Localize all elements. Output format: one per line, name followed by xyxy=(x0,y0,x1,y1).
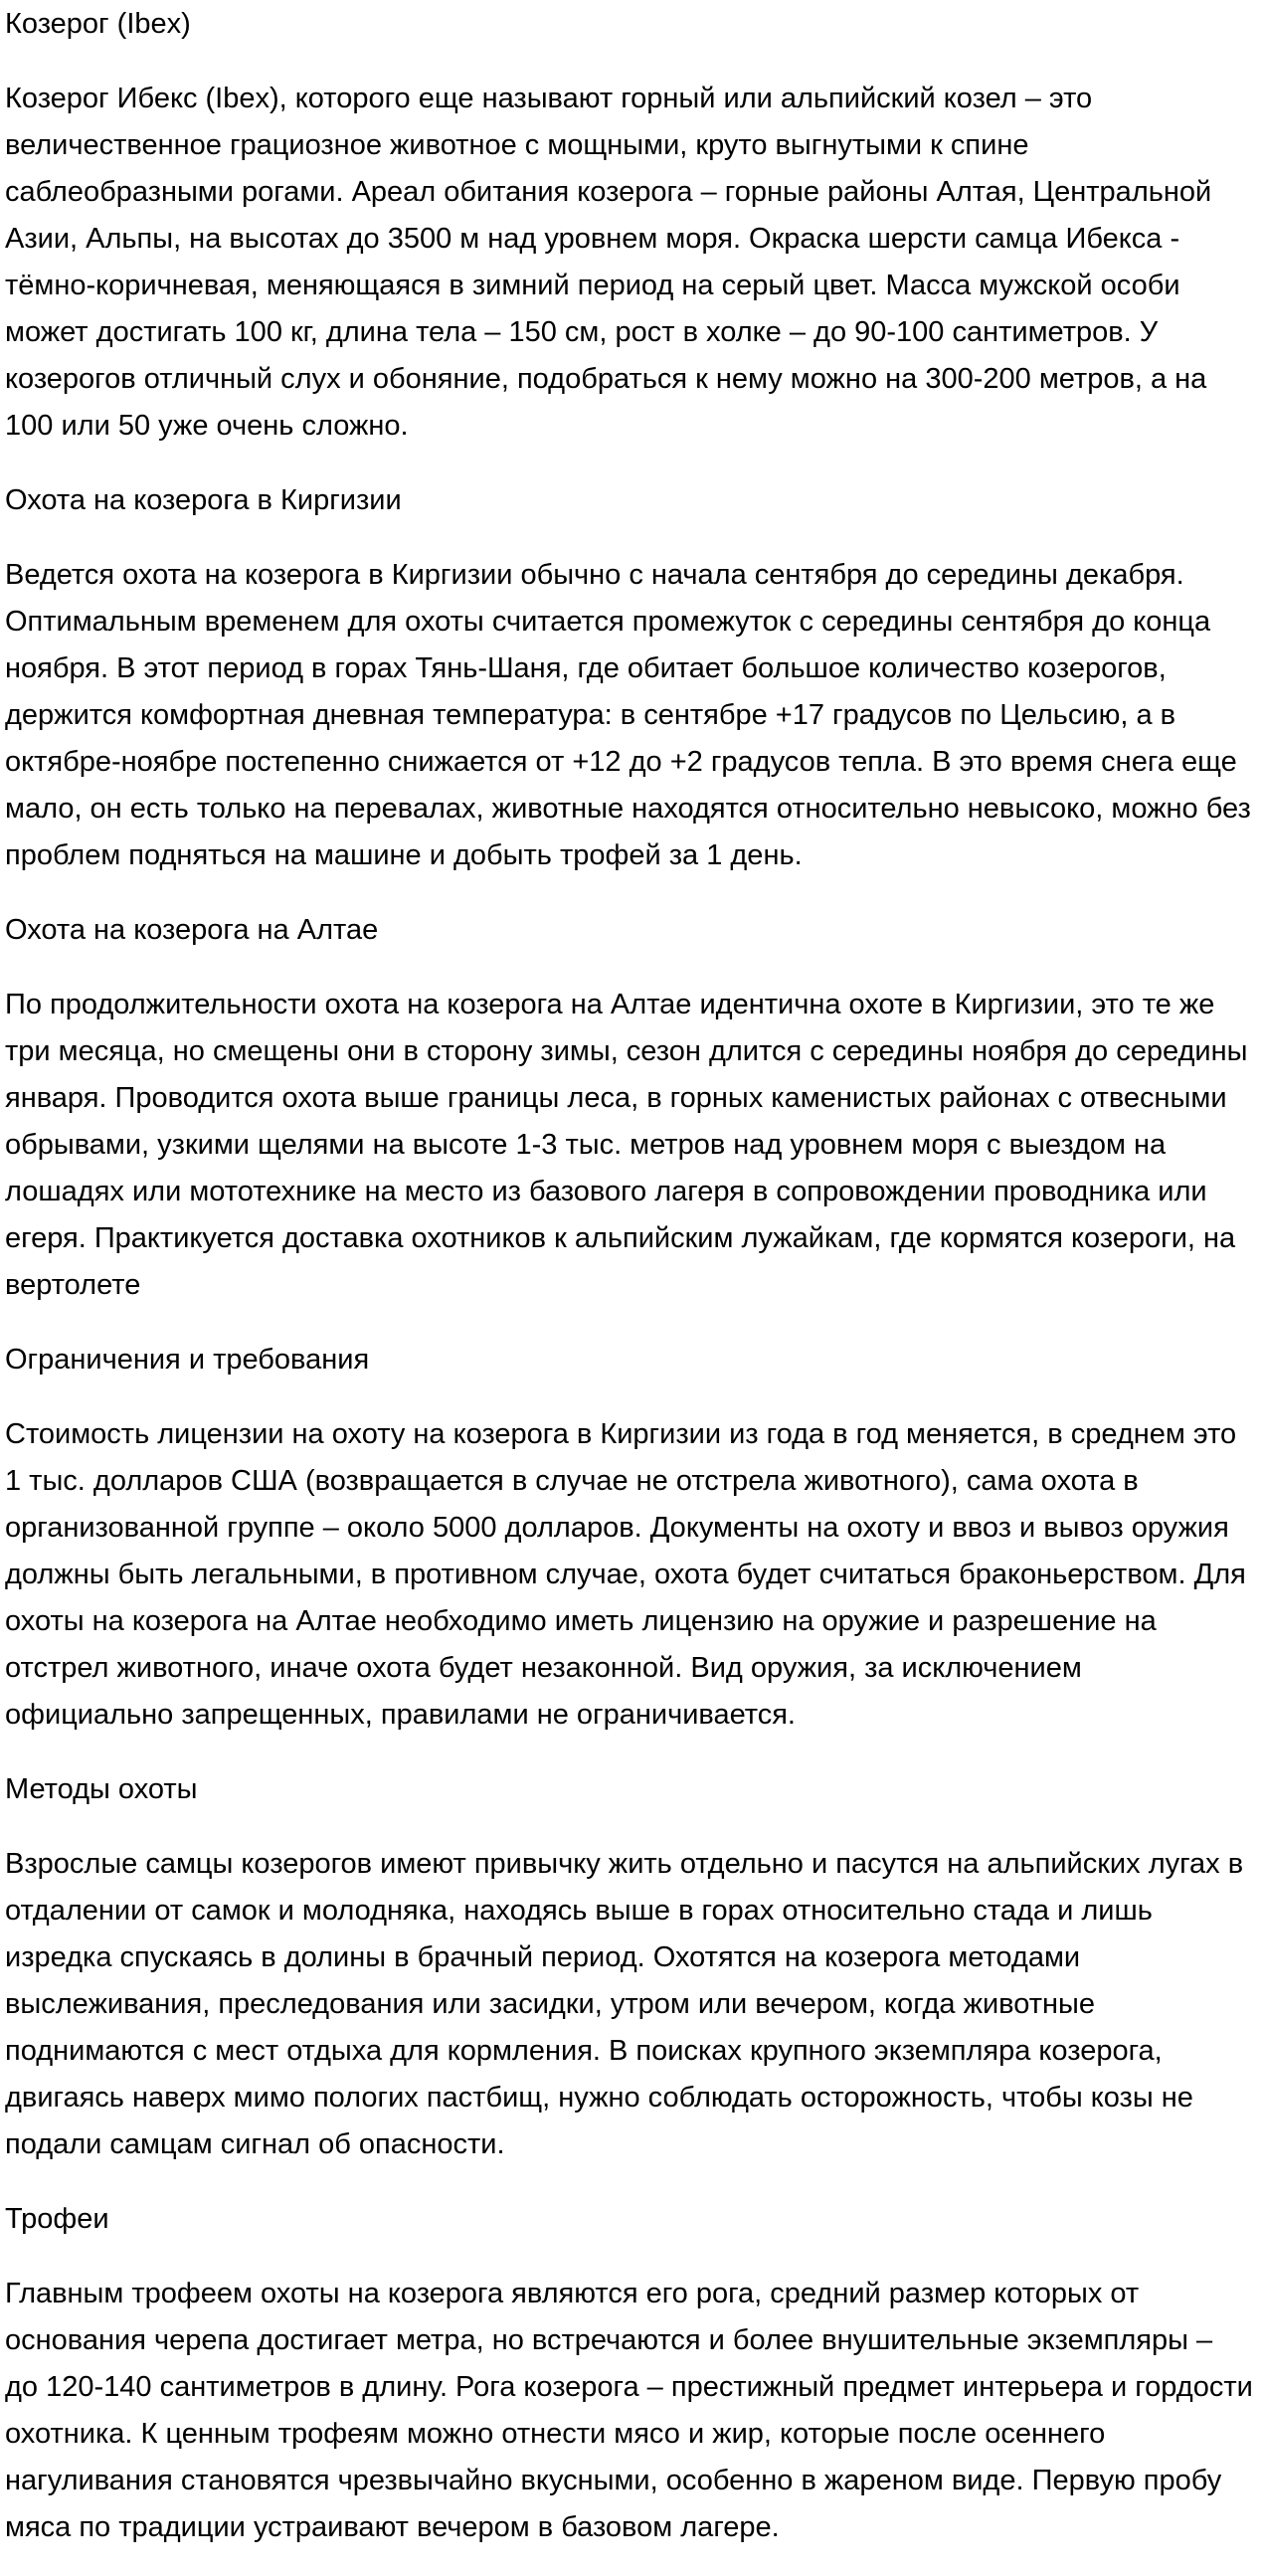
paragraph-ibex-description: Козерог Ибекс (Ibex), которого еще называют горный или альпийский козел – это величественное грациозное животное с мощными, круто выгнутыми к спине саблеобразными рогами. Ареал обитания козерога – горные районы Алтая, Центральной Азии, Альпы, на высотах до 3500 м над уровнем моря. Окраска шерсти самца Ибекса - тёмно-коричневая, меняющаяся в зимний период на серый цвет. Масса мужской особи может достигать 100 кг, длина тела – 150 см, рост в холке – до 90-100 сантиметров. У козерогов отличный слух и обоняние, подобраться к нему можно на 300-200 метров, а на 100 или 50 уже очень сложно. xyxy=(5,83,1212,442)
heading-hunting-altai: Охота на козерога на Алтае xyxy=(5,914,379,946)
paragraph-hunting-methods: Взрослые самцы козерогов имеют привычку жить отдельно и пасутся на альпийских лугах в отдалении от самок и молодняка, находясь выше в горах относительно стада и лишь изредка спускаясь в долины в брачный период. Охотятся на козерога методами выслеживания, преследования или засидки, утром или вечером, когда животные поднимаются с мест отдыха для кормления. В поисках крупного экземпляра козерога, двигаясь наверх мимо пологих пастбищ, нужно соблюдать осторожность, чтобы козы не подали самцам сигнал об опасности. xyxy=(5,1848,1244,2160)
paragraph-hunting-kyrgyzstan: Ведется охота на козерога в Киргизии обычно с начала сентября до середины декабря. Оптимальным временем для охоты считается промежуток с середины сентября до конца ноября. В этот период в горах Тянь-Шаня, где обитает большое количество козерогов, держится комфортная дневная температура: в сентябре +17 градусов по Цельсию, а в октябре-ноябре постепенно снижается от +12 до +2 градусов тепла. В это время снега еще мало, он есть только на перевалах, животные находятся относительно невысоко, можно без проблем подняться на машине и добыть трофей за 1 день. xyxy=(5,559,1251,871)
paragraph-trophies: Главным трофеем охоты на козерога являются его рога, средний размер которых от основания черепа достигает метра, но встречаются и более внушительные экземпляры – до 120-140 сантиметров в длину. Рога козерога – престижный предмет интерьера и гордости охотника. К ценным трофеям можно отнести мясо и жир, которые после осеннего нагуливания становятся чрезвычайно вкусными, особенно в жареном виде. Первую пробу мяса по традиции устраивают вечером в базовом лагере. xyxy=(5,2278,1253,2543)
paragraph-restrictions-requirements: Стоимость лицензии на охоту на козерога в Киргизии из года в год меняется, в среднем это 1 тыс. долларов США (возвращается в случае не отстрела животного), сама охота в организованной группе – около 5000 долларов. Документы на охоту и ввоз и вывоз оружия должны быть легальными, в противном случае, охота будет считаться браконьерством. Для охоты на козерога на Алтае необходимо иметь лицензию на оружие и разрешение на отстрел животного, иначе охота будет незаконной. Вид оружия, за исключением официально запрещенных, правилами не ограничивается. xyxy=(5,1418,1246,1731)
heading-hunting-methods: Методы охоты xyxy=(5,1773,198,1805)
paragraph-hunting-altai: По продолжительности охота на козерога на Алтае идентична охоте в Киргизии, это те же три месяца, но смещены они в сторону зимы, сезон длится с середины ноября до середины января. Проводится охота выше границы леса, в горных каменистых районах с отвесными обрывами, узкими щелями на высоте 1-3 тыс. метров над уровнем моря с выездом на лошадях или мототехнике на место из базового лагеря в сопровождении проводника или егеря. Практикуется доставка охотников к альпийским лужайкам, где кормятся козероги, на вертолете xyxy=(5,989,1248,1301)
page-title: Козерог (Ibex) xyxy=(5,8,191,40)
heading-hunting-kyrgyzstan: Охота на козерога в Киргизии xyxy=(5,484,402,516)
heading-trophies: Трофеи xyxy=(5,2203,109,2235)
heading-restrictions-requirements: Ограничения и требования xyxy=(5,1344,370,1376)
